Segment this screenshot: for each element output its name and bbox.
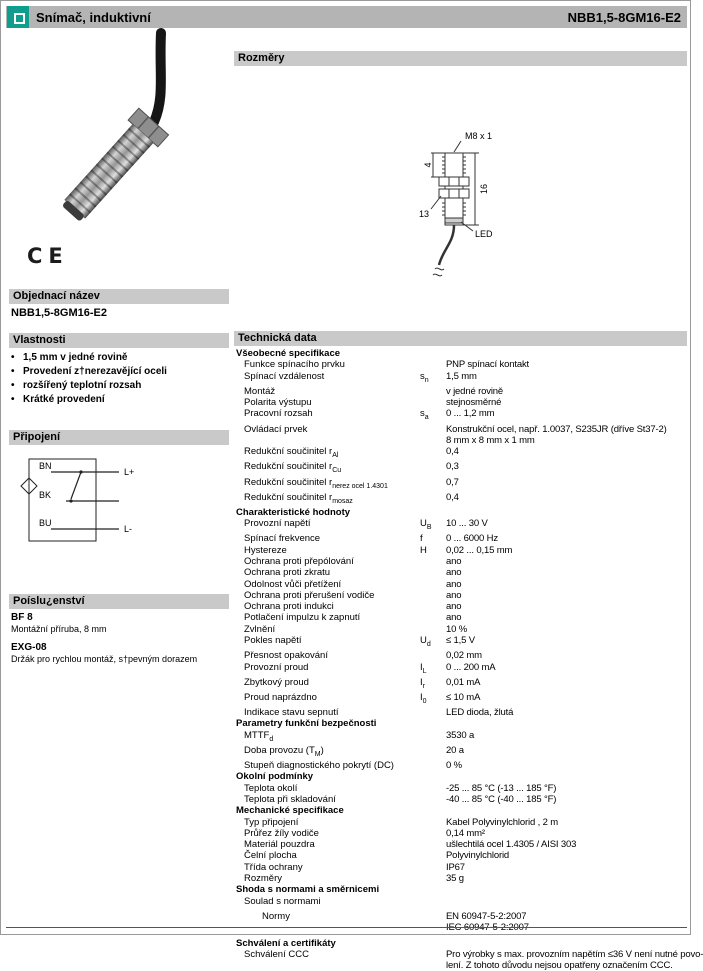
tech-row-symbol: $U_B$ [420,518,432,532]
tech-row-symbol: $U_d$ [420,635,431,648]
tech-row-label: Teplota okolí [244,782,298,794]
dimension-drawing [401,119,631,324]
tech-row [234,567,687,578]
tech-row-value-line: 0,4 [446,491,459,503]
tech-row [234,477,687,492]
tech-row-label: Ochrana proti přerušení vodiče [244,589,375,601]
wire-label-bn: BN [39,461,52,471]
tech-row-label: Polarita výstupu [244,397,312,409]
tech-row-value [446,386,687,397]
tech-row-symbol [420,397,446,408]
tech-section-header: Charakteristické hodnoty [236,506,351,518]
tech-row-symbol [420,624,446,635]
tech-row [234,873,687,884]
tech-row-label: Normy [262,910,290,922]
tech-row [234,624,687,635]
product-code: NBB1,5-8GM16-E2 [11,307,107,319]
tech-row [234,556,687,567]
tech-row-label: Montáž [244,385,276,397]
tech-row-symbol [420,601,446,612]
tech-row-symbol [420,896,446,907]
switch-contact-symbol-icon [71,472,81,499]
tech-row [234,446,687,461]
tech-row-symbol [420,783,446,794]
tech-row-label: Redukční součinitel $r_{Cu}$ [244,461,342,475]
led-ring [445,218,463,223]
tech-row-value [446,783,687,794]
tech-row-value [446,745,687,760]
tech-row-label: Redukční součinitel $r_{Al}$ [244,446,339,460]
accessory-desc: Montážní příruba, 8 mm [11,624,107,634]
accessories-list [11,611,227,671]
feature-item [11,379,227,393]
tech-section-header: Okolní podmínky [236,771,314,783]
accessory-name: BF 8 [11,612,33,623]
tech-row [234,948,703,971]
tech-row [234,601,687,612]
tech-row-symbol [420,359,446,370]
product-code-header: NBB1,5-8GM16-E2 [567,10,681,25]
ce-mark: CE [27,244,69,268]
tech-row-value [446,635,687,650]
dim-label-16: 16 [479,183,489,195]
feature-text: Krátké provedení [23,394,105,405]
tech-row-value [446,896,687,907]
tech-row-value [446,492,687,507]
tech-row-value [446,518,687,533]
section-header-connection: Připojení [9,430,229,445]
tech-row-label: Ochrana proti indukci [244,601,334,613]
feature-text: Provedení z†nerezavějící oceli [23,366,167,377]
feature-text: rozšířený teplotní rozsah [23,380,142,391]
tech-section-header: Mechanické specifikace [236,805,344,817]
tech-row-symbol [420,873,446,884]
tech-row [234,545,687,556]
tech-row [234,692,687,707]
tech-row [234,662,687,677]
dim-label-led: LED [475,229,493,239]
tech-row-symbol [420,949,446,971]
tech-row-label: Ochrana proti zkratu [244,567,331,579]
tech-row [234,911,687,934]
tech-row-label: Materiál pouzdra [244,839,315,851]
tech-row-value [446,677,687,692]
tech-row-label: Stupeň diagnostického pokrytí (DC) [244,760,394,772]
tech-row-value [446,692,687,707]
tech-row-symbol: f [420,533,423,545]
tech-row-symbol [420,556,446,567]
tech-row-value [446,662,687,677]
tech-section-header: Schválení a certifikáty [236,937,336,949]
tech-row-value [446,949,703,971]
tech-row-label: $MTTF_d$ [244,729,274,743]
bullet-icon: • [11,352,15,363]
tech-row-label: Provozní napětí [244,518,311,530]
tech-row-value-line: 8 mm x 8 mm x 1 mm [446,434,535,446]
tech-row [234,492,687,507]
tech-row-symbol: H [420,544,427,556]
accessory-item [11,641,227,665]
tech-row-value-line: LED dioda, žlutá [446,707,514,719]
bullet-icon: • [11,366,15,377]
accessory-item [11,611,227,635]
tech-row-value [446,601,687,612]
wire-label-bk: BK [39,490,52,500]
tech-row [234,677,687,692]
tech-row-label: Zbytkový proud [244,676,309,688]
terminal-label-lplus: L+ [124,467,135,477]
tech-row-label: Redukční součinitel $r_{nerez ocel 1.4301}$ [244,476,388,490]
tech-row-symbol [420,567,446,578]
tech-row [234,650,687,661]
page-title: Snímač, induktivní [36,10,151,25]
tech-row [234,850,687,861]
tech-row-value-line: 0,02 mm [446,650,482,662]
feature-item [11,351,227,365]
tech-row-value-line: 3530 a [446,729,475,741]
footer-rule [6,927,687,928]
tech-row-value-line: 0,02 ... 0,15 mm [446,544,513,556]
tech-row-value [446,624,687,635]
tech-row-value [446,567,687,578]
tech-row [234,817,687,828]
tech-row [234,612,687,623]
tech-row-symbol [420,492,446,507]
tech-row-value-line: Konstrukční ocel, např. 1.0037, S235JR (dříve St37-2) [446,423,667,435]
tech-row-value-line: ano [446,578,462,590]
tech-row-label: Provozní proud [244,661,309,673]
tech-row-symbol: $I_r$ [420,676,425,690]
tech-row-value [446,612,687,623]
tech-row [234,828,687,839]
tech-row-symbol [420,650,446,661]
tech-row-value [446,650,687,661]
tech-row-symbol: $s_n$ [420,370,429,384]
connection-diagram [11,448,151,548]
tech-row-value-line: ano [446,589,462,601]
tech-row-value [446,477,687,492]
tech-row-value [446,707,687,718]
tech-row-label: Typ připojení [244,816,299,828]
tech-row-symbol [420,839,446,850]
tech-row-value-line: ušlechtilá ocel 1.4305 / AISI 303 [446,839,577,851]
tech-row-label: Ovládací prvek [244,423,308,435]
section-header-dimensions: Rozměry [234,51,687,66]
tech-row-label: Spínací frekvence [244,533,321,545]
tech-row-value [446,545,687,556]
tech-row-value [446,590,687,601]
tech-row-value-line: 0 ... 1,2 mm [446,408,495,420]
tech-row-value [446,839,687,850]
tech-row-value-line: Kabel Polyvinylchlorid , 2 m [446,816,558,828]
header-bar [6,6,687,28]
tech-row-value [446,397,687,408]
tech-row-value-line: lení. Z tohoto důvodu nejsou opatřeny označením CCC. [446,960,673,971]
tech-row-value [446,817,687,828]
tech-row-label: Hystereze [244,544,287,556]
section-header-order-name: Objednací název [9,289,229,304]
tech-row-value-line: stejnosměrné [446,397,502,409]
tech-row-value-line: 0,3 [446,461,459,473]
tech-row-value [446,556,687,567]
tech-row-label: Teplota při skladování [244,793,336,805]
tech-row-value [446,730,687,745]
sensor-barrel [56,108,169,227]
tech-table-body [234,348,703,971]
tech-row-symbol [420,612,446,623]
tech-row [234,862,687,873]
tech-row [234,408,687,423]
section-header-accessories: Poíslu¿enství [9,594,229,609]
tech-row [234,359,687,370]
tech-row [234,386,687,397]
tech-row-symbol: $I_0$ [420,691,427,705]
tech-row [234,730,687,745]
tech-row [234,371,687,386]
tech-row-value [446,760,687,771]
tech-row-label: Soulad s normami [244,895,321,907]
tech-row-value-line: ano [446,567,462,579]
tech-row-symbol [420,862,446,873]
tech-row-value [446,850,687,861]
tech-row-value-line: -25 ... 85 °C (-13 ... 185 °F) [446,782,557,794]
tech-row [234,896,687,907]
tech-row-symbol [420,446,446,461]
tech-row-value-line: 0 % [446,760,462,772]
tech-row-symbol [420,579,446,590]
tech-row-value-line: IEC 60947-5-2:2007 [446,922,529,934]
tech-row [234,461,687,476]
tech-row-value [446,873,687,884]
tech-row-label: Spínací vzdálenost [244,370,325,382]
tech-row-value-line: 35 g [446,873,464,885]
tech-row-symbol [420,730,446,745]
tech-row-value-line: v jedné rovině [446,385,504,397]
dim-label-4: 4 [423,162,433,168]
tech-row-value [446,371,687,386]
tech-row-value-line: IP67 [446,861,465,873]
tech-row-value [446,461,687,476]
tech-row-symbol [420,386,446,397]
accessory-desc: Držák pro rychlou montáž, s†pevným dorazem [11,654,198,664]
tech-row-label: Funkce spínacího prvku [244,359,345,371]
tech-row-label: Doba provozu $(T_M)$ [244,744,324,758]
tech-row-label: Čelní plocha [244,850,297,862]
tech-row-value-line: ano [446,612,462,624]
tech-row-symbol: $I_L$ [420,661,427,675]
tech-row [234,783,687,794]
tech-section-header: Všeobecné specifikace [236,348,341,359]
tech-row-value-line: 20 a [446,744,464,756]
tech-section-header: Shoda s normami a směrnicemi [236,884,380,896]
tech-row-value [446,446,687,461]
tech-row-label: Potlačení impulzu k zapnutí [244,612,361,624]
brand-logo-icon [7,6,29,28]
tech-row-label: Ochrana proti přepólování [244,555,354,567]
tech-row [234,635,687,650]
tech-section-header: Parametry funkční bezpečnosti [236,718,377,730]
tech-row-label: Pracovní rozsah [244,408,313,420]
tech-row-label: Přesnost opakování [244,650,328,662]
tech-row-symbol [420,590,446,601]
tech-row-label: Zvlnění [244,623,276,635]
tech-row-label: Odolnost vůči přetížení [244,578,342,590]
tech-row-value [446,408,687,423]
tech-row-value-line: 0,14 mm² [446,827,485,839]
dim-label-13: 13 [419,209,430,219]
feature-item [11,393,227,407]
tech-row-value-line: 0,01 mA [446,676,481,688]
tech-row-label: Redukční součinitel $r_{mosaz}$ [244,491,353,505]
tech-row-value-line: -40 ... 85 °C (-40 ... 185 °F) [446,793,557,805]
tech-row [234,839,687,850]
tech-row [234,794,687,805]
accessory-name: EXG-08 [11,642,47,653]
tech-row-value [446,533,687,544]
tech-row-value-line: 0 ... 200 mA [446,661,496,673]
tech-row-symbol [420,794,446,805]
tech-row-value-line: 10 % [446,623,468,635]
wiring-diagram [11,448,151,548]
tech-row [234,760,687,771]
bullet-icon: • [11,394,15,405]
bullet-icon: • [11,380,15,391]
tech-row-value [446,579,687,590]
section-header-features: Vlastnosti [9,333,229,348]
tech-row [234,397,687,408]
tech-row-value-line: ≤ 1,5 V [446,635,475,647]
wire-label-bu: BU [39,518,52,528]
tech-row [234,424,687,447]
tech-row-label: Průřez žíly vodiče [244,827,319,839]
tech-row-value-line: PNP spínací kontakt [446,359,530,371]
section-header-technical-data: Technická data [234,331,687,346]
tech-row-value [446,862,687,873]
tech-row-label: Pokles napětí [244,635,302,647]
tech-row-label: Schválení CCC [244,948,309,960]
feature-item [11,365,227,379]
tech-row-symbol [420,817,446,828]
tech-row [234,579,687,590]
tech-row [234,518,687,533]
product-photo [9,33,229,245]
sensor-photo-illustration [9,33,229,245]
tech-row-value [446,424,687,447]
tech-row-symbol [420,850,446,861]
dimension-drawing-svg [401,119,631,324]
tech-row [234,590,687,601]
tech-row-value-line: ≤ 10 mA [446,691,481,703]
tech-row-value [446,794,687,805]
tech-row [234,707,687,718]
tech-row-value [446,911,687,934]
tech-row-symbol [420,477,446,492]
terminal-label-lminus: L- [124,524,133,534]
tech-row-value-line: Polyvinylchlorid [446,850,510,862]
tech-row-symbol: $s_a$ [420,408,429,422]
tech-row-value-line: 1,5 mm [446,370,477,382]
tech-row-value-line: ano [446,601,462,613]
tech-row-value-line: ano [446,555,462,567]
dim-label-thread: M8 x 1 [465,131,493,141]
tech-row-value-line: 0 ... 6000 Hz [446,533,498,545]
tech-row-value-line: EN 60947-5-2:2007 [446,910,527,922]
tech-row [234,533,687,544]
tech-row [234,745,687,760]
tech-row-label: Indikace stavu sepnutí [244,707,339,719]
tech-row-label: Proud naprázdno [244,691,317,703]
features-list [11,351,227,407]
feature-text: 1,5 mm v jedné rovině [23,352,128,363]
tech-row-symbol [420,745,446,760]
tech-row-value-line: 0,7 [446,476,459,488]
tech-row-symbol [420,760,446,771]
tech-row-symbol [420,424,446,447]
tech-row-value [446,359,687,370]
sensor-cable [154,33,161,122]
tech-row-label: Rozměry [244,873,283,885]
tech-row-value-line: Pro výrobky s max. provozním napětím ≤36 V není nutné povo- [446,948,703,960]
tech-row-label: Třída ochrany [244,861,303,873]
tech-row-symbol [420,911,446,934]
tech-row-symbol [420,707,446,718]
tech-row-value-line: 0,4 [446,446,459,458]
tech-row-value-line: 10 ... 30 V [446,518,488,530]
tech-row-symbol [420,828,446,839]
tech-row-value [446,828,687,839]
tech-row-symbol [420,461,446,476]
